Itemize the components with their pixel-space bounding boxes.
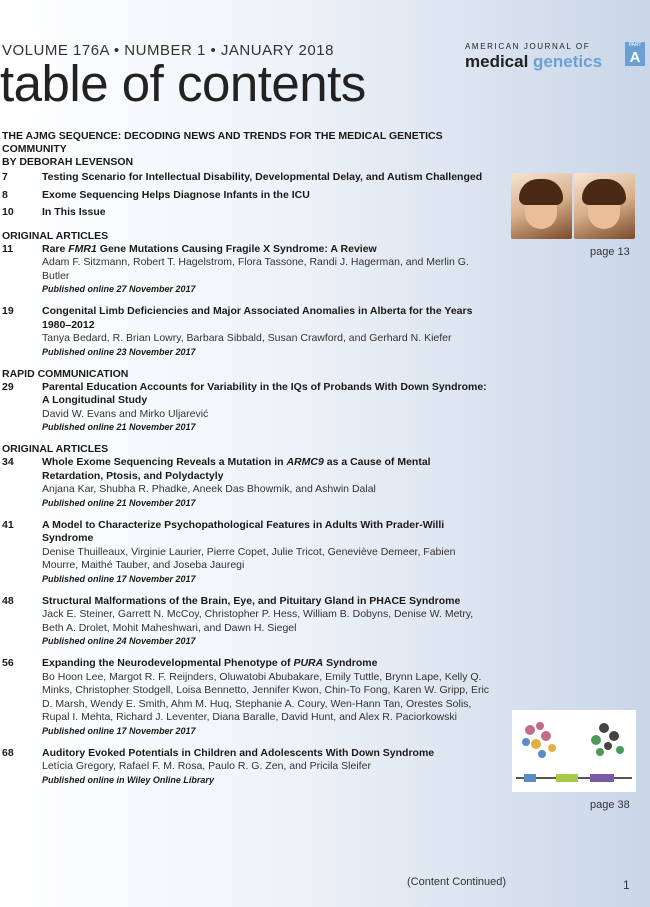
toc-content [2,130,492,796]
article-page-number: 11 [2,242,14,255]
journal-name-a: medical [465,52,534,71]
article-entry [2,456,492,509]
article-published: Published online 17 November 2017 [42,573,196,584]
part-badge [625,42,645,66]
article-body [42,456,492,509]
issue-line: VOLUME 176A • NUMBER 1 • JANUARY 2018 [2,42,334,59]
article-entry [2,305,492,358]
child-photo-front [511,173,572,239]
article-published: Published online 21 November 2017 [42,422,196,432]
article-authors: Denise Thuilleaux, Virginie Laurier, Pierre Copet, Julie Tricot, Geneviève Demeer, Fabien Mourre, Maithé Tauber, and Joseba Jauregi [42,545,456,571]
title-part: A Model to Characterize Psychopathological Features in Adults With Prader-Willi Syndrome [42,518,445,544]
article-body [42,657,492,737]
article-page-number: 48 [2,594,14,607]
article-title [42,657,492,671]
article-published: Published online 21 November 2017 [42,497,196,508]
article-authors: David W. Evans and Mirko Uljarević [42,407,209,420]
item-title: Exome Sequencing Helps Diagnose Infants in the ICU [42,188,310,201]
title-part: Auditory Evoked Potentials in Children and Adolescents With Down Syndrome [42,746,435,759]
protein-figure [512,710,636,792]
title-part: Congenital Limb Deficiencies and Major Associated Anomalies in Alberta for the Years 1980–2012 [42,305,473,331]
article-authors: Tanya Bedard, R. Brian Lowry, Barbara Sibbald, Susan Crawford, and Gerhard N. Kiefer [42,332,452,344]
journal-logo-name [465,52,645,72]
article-authors: Anjana Kar, Shubha R. Phadke, Aneek Das Bhowmik, and Ashwin Dalal [42,483,376,495]
article-page-number: 29 [2,380,14,393]
photo-caption: page 13 [590,246,630,258]
article-title [42,595,492,609]
page-number: 1 [623,878,630,892]
title-italic: FMR1 [68,242,97,255]
title-part: Structural Malformations of the Brain, Eye, and Pituitary Gland in PHACE Syndrome [42,594,461,607]
toc-section [2,368,492,434]
sequence-item [2,171,492,185]
title-part: Parental Education Accounts for Variability in the IQs of Probands With Down Syndrome: A Longitudinal Study [42,380,487,406]
journal-logo [465,42,645,72]
sequence-byline: BY DEBORAH LEVENSON [2,156,134,168]
journal-logo-top: AMERICAN JOURNAL OF [465,42,591,51]
article-body [42,595,492,648]
article-published: Published online 17 November 2017 [42,725,196,736]
sequence-item [2,189,492,203]
article-body [42,519,492,585]
article-entry [2,657,492,737]
article-entry [2,595,492,648]
item-number: 8 [2,188,8,201]
title-part: Rare [42,242,69,255]
article-body [42,747,492,786]
article-body [42,305,492,358]
article-title [42,305,492,332]
part-label: PART [628,42,642,48]
article-page-number: 19 [2,305,14,317]
article-authors: Jack E. Steiner, Garrett N. McCoy, Christopher P. Hess, William B. Dobyns, Denise W. Metry, Beth A. Drolet, Mohit Maheshwari, and Dawn H. Siegel [42,608,474,634]
article-authors: Adam F. Sitzmann, Robert T. Hagelstrom, Flora Tassone, Randi J. Hagerman, and Merlin G. Butler [42,256,469,282]
article-title [42,519,492,546]
part-letter: A [629,49,641,66]
toc-section [2,230,492,358]
item-number: 10 [2,206,14,218]
article-entry [2,747,492,786]
article-entry [2,519,492,585]
article-body [42,381,492,434]
article-page-number: 68 [2,746,14,759]
article-title [42,243,492,257]
section-header: ORIGINAL ARTICLES [2,229,109,242]
item-title: In This Issue [42,206,106,218]
article-title [42,747,492,761]
article-entry [2,381,492,434]
article-published: Published online 23 November 2017 [42,346,196,357]
article-page-number: 34 [2,456,14,468]
title-italic: ARMC9 [286,456,324,468]
item-number: 7 [2,171,8,183]
article-authors: Bo Hoon Lee, Margot R. F. Reijnders, Oluwatobi Abubakare, Emily Tuttle, Brynn Lape, Kelly Q. Minks, Christopher Stodgell, Loisa Bennetto, Jennifer Kwon, Chin-To Fong, Karen W. Gripp, Eric D. Marsh, Wendy E. Smith, Ahm M. Huq, Stephanie A. Coury, Wen-Hann Tan, Orestes Solis, Rupal I. Mehta, Richard J. Leventer, Diana Baralle, David Hunt, and Alex R. Paciorkowski [42,670,490,723]
journal-name-b: genetics [533,52,603,71]
article-entry [2,243,492,296]
toc-section [2,443,492,786]
article-page-number: 41 [2,518,14,531]
protein-diagram-icon [512,710,636,792]
title-part: as a Cause of Mental Retardation, Ptosis, and Polydactyly [42,456,431,482]
figure-caption: page 38 [590,799,630,811]
article-body [42,243,492,296]
article-published: Published online 24 November 2017 [42,636,196,646]
article-published: Published online in Wiley Online Library [42,774,214,785]
child-photo-side [574,173,635,239]
title-part: Gene Mutations Causing Fragile X Syndrome: A Review [96,242,377,255]
article-page-number: 56 [2,657,14,669]
sequence-item [2,206,492,220]
sequence-items [2,171,492,220]
title-part: Whole Exome Sequencing Reveals a Mutation in [42,456,287,468]
sequence-header: THE AJMG SEQUENCE: DECODING NEWS AND TRENDS FOR THE MEDICAL GENETICS COMMUNITY [2,130,443,155]
article-title [42,456,492,483]
photo-panel [511,173,635,239]
section-header: RAPID COMMUNICATION [2,367,129,380]
title-part: Expanding the Neurodevelopmental Phenotype of [42,657,294,669]
continued-note: (Content Continued) [407,876,507,888]
title-part: Syndrome [323,657,378,669]
sections [2,230,492,786]
item-title: Testing Scenario for Intellectual Disability, Developmental Delay, and Autism Challenged [42,171,483,183]
section-header: ORIGINAL ARTICLES [2,443,109,455]
article-published: Published online 27 November 2017 [42,284,196,294]
page-title: table of contents [0,55,366,112]
article-title [42,381,492,408]
title-italic: PURA [293,657,324,669]
article-authors: Letícia Gregory, Rafael F. M. Rosa, Paulo R. G. Zen, and Pricila Sleifer [42,760,371,772]
